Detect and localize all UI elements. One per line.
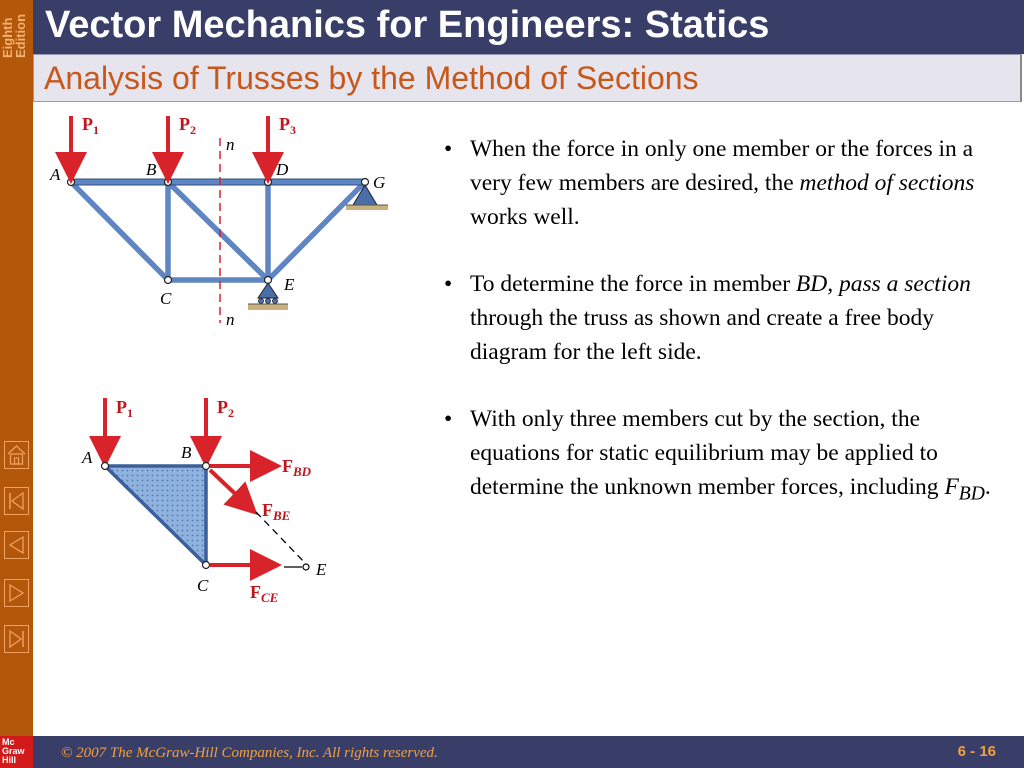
truss-diagram bbox=[40, 108, 400, 333]
mcgraw-hill-logo bbox=[0, 736, 33, 768]
load-p1-label: $P_1$ bbox=[82, 114, 99, 137]
slide-header bbox=[33, 0, 1024, 54]
force-fbe-label: $F_{BE}$ bbox=[262, 500, 291, 523]
node-e-label: E bbox=[284, 275, 295, 294]
load-p2-label: $P_2$ bbox=[179, 114, 196, 137]
edition-line2: Edition bbox=[13, 13, 28, 58]
home-icon bbox=[7, 445, 26, 465]
edition-label bbox=[0, 0, 33, 70]
node-d-label: D bbox=[276, 160, 289, 179]
force-fce-label: $F_{CE}$ bbox=[250, 582, 279, 605]
force-fbe-arrow bbox=[210, 470, 246, 504]
node-e-point bbox=[303, 564, 309, 570]
first-slide-icon bbox=[7, 491, 26, 511]
slide-footer bbox=[33, 736, 1024, 768]
logo-line-1: Mc bbox=[2, 737, 15, 747]
first-slide-button[interactable] bbox=[4, 487, 29, 515]
sidebar bbox=[0, 0, 33, 768]
member-be bbox=[168, 182, 268, 280]
fbd-node-c-label: C bbox=[197, 576, 209, 595]
node-b-label: B bbox=[146, 160, 157, 179]
truss-members bbox=[71, 182, 365, 280]
edition-line1: Eighth bbox=[0, 17, 15, 58]
node-a-label: A bbox=[50, 165, 61, 184]
logo-line-3: Hill bbox=[2, 755, 17, 765]
fbd-p1-label: $P_1$ bbox=[116, 397, 133, 420]
slide-subheader bbox=[33, 54, 1022, 102]
force-fbd-label: $F_{BD}$ bbox=[282, 456, 312, 479]
home-button[interactable] bbox=[4, 441, 29, 469]
node-g-label: G bbox=[373, 173, 386, 192]
member-ac bbox=[71, 182, 168, 280]
fbd-node-b-label: B bbox=[181, 443, 192, 462]
page-number: 6 - 16 bbox=[957, 743, 996, 760]
logo-line-2: Graw bbox=[2, 746, 25, 756]
section-label-top: n bbox=[226, 135, 235, 154]
fbd-p2-label: $P_2$ bbox=[217, 397, 234, 420]
last-slide-button[interactable] bbox=[4, 625, 29, 653]
bullet-item: • With only three members cut by the section, the equations for static equilibrium may be applied to determine the unknown member forces, including $F_{BD}$. bbox=[444, 406, 991, 505]
free-body-diagram bbox=[70, 388, 360, 616]
pin-support-e bbox=[248, 283, 288, 310]
last-slide-icon bbox=[7, 629, 26, 649]
section-label-bottom: n bbox=[226, 310, 235, 329]
next-slide-button[interactable] bbox=[4, 579, 29, 607]
previous-slide-icon bbox=[7, 535, 26, 555]
load-arrows bbox=[71, 116, 268, 168]
load-p3-label: $P_3$ bbox=[279, 114, 296, 137]
fbd-left-section bbox=[105, 466, 206, 565]
fbd-node-a-label: A bbox=[82, 448, 93, 467]
bullet-item: • When the force in only one member or the forces in a very few members are desired, the method of sections works well. bbox=[444, 136, 975, 230]
previous-slide-button[interactable] bbox=[4, 531, 29, 559]
member-ge bbox=[268, 182, 365, 280]
copyright-text: © 2007 The McGraw-Hill Companies, Inc. All rights reserved. bbox=[61, 745, 438, 761]
bullet-list bbox=[444, 132, 1004, 545]
next-slide-icon bbox=[7, 583, 26, 603]
node-c-label: C bbox=[160, 289, 172, 308]
slide-title: Analysis of Trusses by the Method of Sections bbox=[44, 60, 699, 96]
bullet-item: • To determine the force in member BD, pass a section through the truss as shown and create a free body diagram for the left side. bbox=[444, 271, 971, 365]
book-title: Vector Mechanics for Engineers: Statics bbox=[45, 4, 770, 46]
fbd-node-e-label: E bbox=[316, 560, 327, 579]
